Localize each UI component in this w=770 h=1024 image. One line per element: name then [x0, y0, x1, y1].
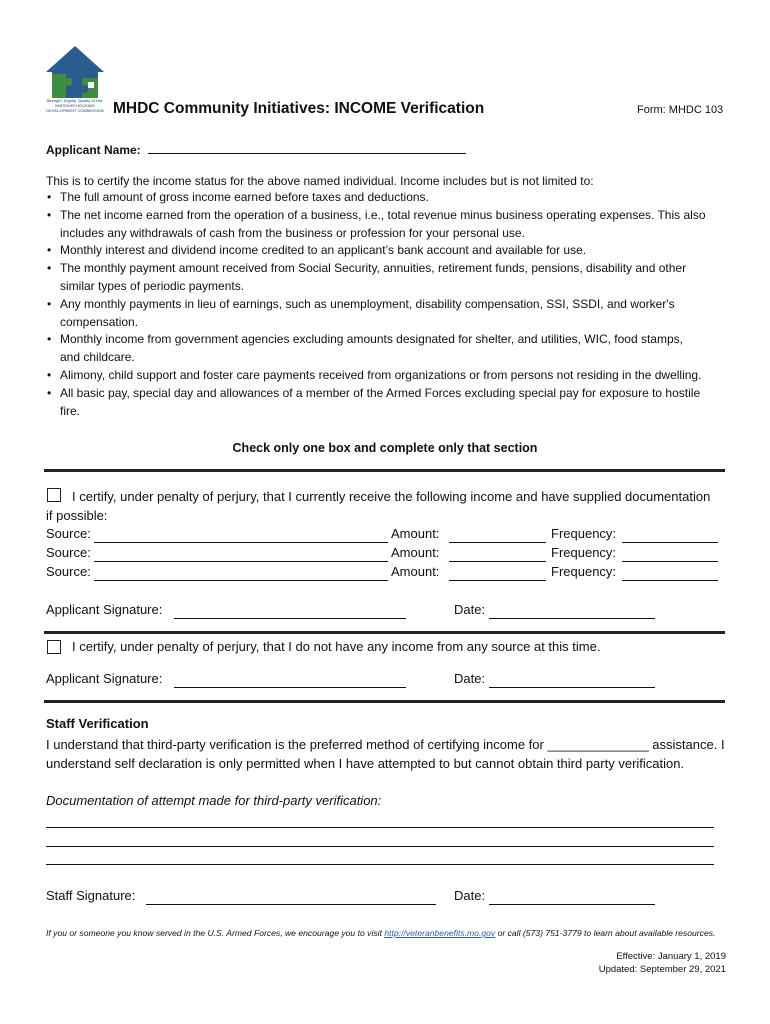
form-title: MHDC Community Initiatives: INCOME Verification — [113, 100, 485, 117]
veteran-benefits-link[interactable]: http://veteranbenefits.mo.gov — [384, 928, 496, 938]
updated-date: Updated: September 29, 2021 — [598, 963, 726, 975]
source-label: Source: — [46, 545, 91, 560]
applicant-signature-field[interactable] — [174, 687, 406, 688]
form-number: Form: MHDC 103 — [637, 104, 724, 116]
date-field[interactable] — [489, 618, 655, 619]
documentation-line[interactable] — [46, 827, 714, 828]
amount-label: Amount: — [391, 526, 440, 541]
section2-certify-text: I certify, under penalty of perjury, that I do not have any income from any source at this time. — [72, 639, 601, 654]
source-field[interactable] — [94, 561, 388, 562]
date-label: Date: — [454, 602, 486, 617]
list-item: • The monthly payment amount received from Social Security, annuities, retirement funds, pensions, disability and other similar types of periodic payments. — [46, 260, 706, 296]
date-label: Date: — [454, 888, 486, 903]
documentation-line[interactable] — [46, 864, 714, 865]
list-item: • The net income earned from the operation of a business, i.e., total revenue minus business operating expenses. This also includes any withdrawals of cash from the business or profession for your personal use. — [46, 207, 706, 243]
list-item: • Alimony, child support and foster care payments received from organizations or from persons not residing in the dwelling. — [46, 367, 706, 385]
source-field[interactable] — [94, 542, 388, 543]
divider — [44, 631, 725, 634]
date-label: Date: — [454, 671, 486, 686]
applicant-signature-field[interactable] — [174, 618, 406, 619]
list-item: • The full amount of gross income earned before taxes and deductions. — [46, 189, 706, 207]
date-field[interactable] — [489, 687, 655, 688]
amount-field[interactable] — [449, 542, 546, 543]
no-income-checkbox[interactable] — [47, 640, 61, 654]
applicant-signature-label: Applicant Signature: — [46, 671, 163, 686]
frequency-field[interactable] — [622, 542, 718, 543]
frequency-label: Frequency: — [551, 545, 617, 560]
logo-caption: Strength. Dignity. Quality of Life. MISSOURI HOUSING DEVELOPMENT COMMISSION — [46, 98, 104, 113]
applicant-name-label: Applicant Name: — [46, 143, 141, 157]
frequency-label: Frequency: — [551, 526, 617, 541]
list-item: • Any monthly payments in lieu of earnings, such as unemployment, disability compensation, SSI, SSDI, and worker's compensation. — [46, 296, 706, 332]
amount-field[interactable] — [449, 561, 546, 562]
footnote-text: If you or someone you know served in the U.S. Armed Forces, we encourage you to visit — [46, 928, 385, 938]
effective-date: Effective: January 1, 2019 — [616, 951, 726, 962]
frequency-field[interactable] — [622, 561, 718, 562]
source-label: Source: — [46, 526, 91, 541]
list-item: • All basic pay, special day and allowances of a member of the Armed Forces excluding special pay for exposure to hostile fire. — [46, 385, 706, 421]
documentation-label: Documentation of attempt made for third-party verification: — [46, 793, 382, 808]
documentation-line[interactable] — [46, 846, 714, 847]
amount-label: Amount: — [391, 545, 440, 560]
form-dates — [599, 951, 726, 976]
divider — [44, 469, 725, 472]
applicant-name-row — [46, 141, 466, 157]
staff-signature-label: Staff Signature: — [46, 888, 136, 903]
footnote-text-end: or call (573) 751-3779 to learn about available resources. — [495, 928, 716, 938]
frequency-field[interactable] — [622, 580, 718, 581]
frequency-label: Frequency: — [551, 564, 617, 579]
amount-label: Amount: — [391, 564, 440, 579]
income-list — [46, 189, 706, 420]
applicant-signature-label: Applicant Signature: — [46, 602, 163, 617]
section1-certify-text: I certify, under penalty of perjury, that I currently receive the following income and have supplied documentation if possible: — [46, 489, 711, 523]
list-item: • Monthly income from government agencies excluding amounts designated for shelter, and utilities, WIC, food stamps, and childcare. — [46, 331, 706, 367]
divider — [44, 700, 725, 703]
date-field[interactable] — [489, 904, 655, 905]
staff-signature-field[interactable] — [146, 904, 436, 905]
amount-field[interactable] — [449, 580, 546, 581]
check-instruction: Check only one box and complete only that section — [232, 441, 538, 455]
source-label: Source: — [46, 564, 91, 579]
veterans-footnote — [46, 927, 736, 940]
staff-verification-heading: Staff Verification — [46, 716, 149, 731]
applicant-name-field[interactable] — [148, 141, 466, 154]
staff-verification-text: I understand that third-party verification is the preferred method of certifying income for ______________ assistance. I understand self declaration is only permitted when I have attempted to but cannot obtain third party verification. — [46, 737, 725, 771]
list-item: • Monthly interest and dividend income credited to an applicant’s bank account and available for use. — [46, 242, 706, 260]
intro-text: This is to certify the income status for the above named individual. Income includes but is not limited to: — [46, 174, 594, 188]
source-field[interactable] — [94, 580, 388, 581]
